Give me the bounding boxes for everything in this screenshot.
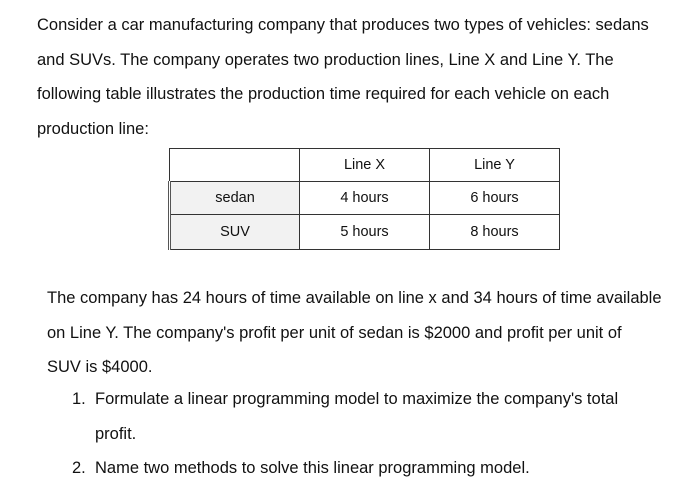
production-time-table <box>168 148 560 250</box>
question-list <box>72 382 692 486</box>
table-row <box>170 215 560 250</box>
question-text <box>95 382 692 451</box>
question-line: Name two methods to solve this linear programming model. <box>95 459 530 477</box>
intro-line: production line: <box>37 119 149 138</box>
column-header-line-x: Line X <box>300 149 430 182</box>
question-line: profit. <box>95 424 137 443</box>
list-item <box>72 451 692 486</box>
body-line: The company has 24 hours of time available on line x and 34 hours of time available <box>47 289 662 307</box>
row-label-sedan: sedan <box>170 182 300 215</box>
question-line: Formulate a linear programming model to maximize the company's total <box>95 390 619 408</box>
availability-paragraph <box>47 281 692 385</box>
question-number: 1. <box>72 390 86 408</box>
cell-suv-line-x: 5 hours <box>300 215 430 250</box>
intro-paragraph <box>37 8 692 146</box>
table-row <box>170 182 560 215</box>
column-header-line-y: Line Y <box>430 149 560 182</box>
list-item <box>72 382 692 451</box>
intro-line: and SUVs. The company operates two production lines, Line X and Line Y. The <box>37 50 614 69</box>
cell-suv-line-y: 8 hours <box>430 215 560 250</box>
body-line: SUV is $4000. <box>47 358 153 376</box>
question-text <box>95 451 692 486</box>
cell-sedan-line-y: 6 hours <box>430 182 560 215</box>
row-label-suv: SUV <box>170 215 300 250</box>
intro-line: following table illustrates the production time required for each vehicle on each <box>37 85 610 103</box>
cell-sedan-line-x: 4 hours <box>300 182 430 215</box>
intro-line: Consider a car manufacturing company that produces two types of vehicles: sedans <box>37 16 649 34</box>
question-number: 2. <box>72 459 86 477</box>
table-header-row <box>170 149 560 182</box>
table-corner-cell <box>170 149 300 182</box>
body-line: on Line Y. The company's profit per unit of sedan is $2000 and profit per unit of <box>47 323 622 342</box>
